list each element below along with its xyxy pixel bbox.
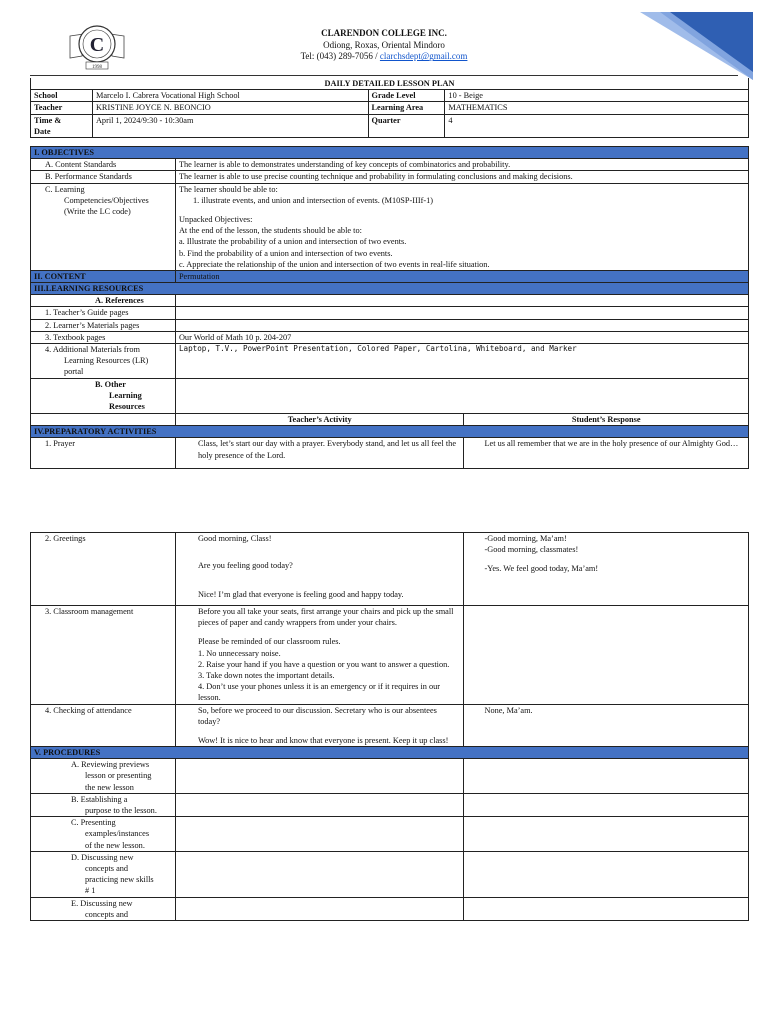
procedure-d-label: D. Discussing new concepts and practicing new skills # 1: [31, 851, 176, 897]
school-label: School: [31, 90, 93, 102]
attendance-student: None, Ma’am.: [464, 704, 749, 747]
procedure-a-label: A. Reviewing previews lesson or presenting the new lesson: [31, 759, 176, 794]
prayer-label: 1. Prayer: [31, 438, 176, 469]
references-label: A. References: [31, 295, 176, 307]
seal-letter: C: [89, 34, 105, 56]
prayer-student: Let us all remember that we are in the holy presence of our Almighty God…: [464, 438, 749, 469]
college-contact: [240, 51, 528, 63]
time-date-value: April 1, 2024/9:30 - 10:30am: [92, 114, 368, 137]
college-name: CLARENDON COLLEGE INC.: [321, 28, 447, 38]
seal-year: 1998: [92, 65, 102, 70]
grade-level-label: Grade Level: [368, 90, 445, 102]
telephone: Tel: (043) 289-7056 /: [300, 51, 380, 62]
content-standards-text: The learner is able to demonstrates understanding of key concepts of combinatorics and probability.: [175, 159, 748, 171]
learning-area-value: MATHEMATICS: [445, 102, 749, 114]
procedure-e-label: E. Discussing new concepts and: [31, 897, 176, 920]
classroom-management-teacher: Before you all take your seats, first arrange your chairs and pick up the small pieces of paper and candy wrappers from under your chairs. Please be reminded of our classroom rules. 1. No unnecessary noise. 2. Raise your hand if you have a question or you want to answer a question. 3. Take down notes the important details. 4. Don’t use your phones unless it is an emergency or if it requires in our lesson.: [175, 606, 464, 705]
lesson-plan-table-page2: [30, 532, 749, 921]
grade-level-value: 10 - Beige: [445, 90, 749, 102]
greetings-label: 2. Greetings: [31, 533, 176, 606]
preparatory-heading: IV.PREPARATORY ACTIVITIES: [31, 426, 749, 438]
performance-standards-label: B. Performance Standards: [31, 171, 176, 183]
college-seal-logo: [64, 22, 130, 72]
content-heading: II. CONTENT: [31, 270, 176, 282]
other-resources-label: B. Other Learning Resources: [31, 379, 176, 414]
objectives-table: [30, 146, 749, 469]
references-value: [175, 295, 748, 307]
quarter-label: Quarter: [368, 114, 445, 137]
students-response-header: Student’s Response: [464, 414, 749, 426]
teachers-guide-label: 1. Teacher’s Guide pages: [31, 307, 176, 319]
college-address: Odiong, Roxas, Oriental Mindoro: [323, 39, 445, 50]
time-date-label: Time & Date: [31, 114, 93, 137]
objectives-heading: I. OBJECTIVES: [31, 147, 749, 159]
learning-resources-heading: III.LEARNING RESOURCES: [31, 283, 749, 295]
header-rule: [30, 75, 738, 76]
additional-materials-value: Laptop, T.V., PowerPoint Presentation, Colored Paper, Cartolina, Whiteboard, and Marker: [175, 344, 748, 379]
attendance-teacher: So, before we proceed to our discussion. Secretary who is our absentees today? Wow! It is nice to hear and know that everyone is present. Keep it up class!: [175, 704, 464, 747]
corner-decoration: [640, 10, 753, 80]
performance-standards-text: The learner is able to use precise counting technique and probability in formulating conclusions and making decisions.: [175, 171, 748, 183]
classroom-management-label: 3. Classroom management: [31, 606, 176, 705]
school-value: Marcelo I. Cabrera Vocational High School: [92, 90, 368, 102]
teacher-label: Teacher: [31, 102, 93, 114]
attendance-label: 4. Checking of attendance: [31, 704, 176, 747]
teachers-activity-header: Teacher’s Activity: [175, 414, 464, 426]
lesson-plan-table-page1: [30, 78, 749, 138]
letterhead: [240, 28, 528, 63]
plan-title: DAILY DETAILED LESSON PLAN: [31, 78, 749, 90]
procedure-b-label: B. Establishing a purpose to the lesson.: [31, 793, 176, 816]
content-value: Permutation: [175, 270, 748, 282]
textbook-pages-label: 3. Textbook pages: [31, 331, 176, 343]
procedure-c-label: C. Presenting examples/instances of the new lesson.: [31, 817, 176, 852]
learning-area-label: Learning Area: [368, 102, 445, 114]
quarter-value: 4: [445, 114, 749, 137]
teacher-value: KRISTINE JOYCE N. BEONCIO: [92, 102, 368, 114]
greetings-teacher: Good morning, Class! Are you feeling good today? Nice! I’m glad that everyone is feeling good and happy today.: [175, 533, 464, 606]
greetings-student: -Good morning, Ma’am! -Good morning, classmates! -Yes. We feel good today, Ma’am!: [464, 533, 749, 606]
learners-materials-label: 2. Learner’s Materials pages: [31, 319, 176, 331]
procedures-heading: V. PROCEDURES: [31, 747, 749, 759]
content-standards-label: A. Content Standards: [31, 159, 176, 171]
email-link[interactable]: clarchsdept@gmail.com: [379, 51, 468, 62]
learning-competencies-label: C. Learning Competencies/Objectives (Write the LC code): [31, 183, 176, 270]
additional-materials-label: 4. Additional Materials from Learning Resources (LR) portal: [31, 344, 176, 379]
learning-competencies-text: The learner should be able to: 1. illustrate events, and union and intersection of events. (M10SP-IIIf-1) Unpacked Objectives: At the end of the lesson, the students should be able to: a. Illustrate the probability of a union and intersection of two events. b. Find the probability of a union and intersection of two events. c. Appreciate the relationship of the union and intersection of two events in real-life situation.: [175, 183, 748, 270]
textbook-pages-value: Our World of Math 10 p. 204-207: [175, 331, 748, 343]
prayer-teacher: Class, let’s start our day with a prayer. Everybody stand, and let us all feel the holy presence of the Lord.: [175, 438, 464, 469]
